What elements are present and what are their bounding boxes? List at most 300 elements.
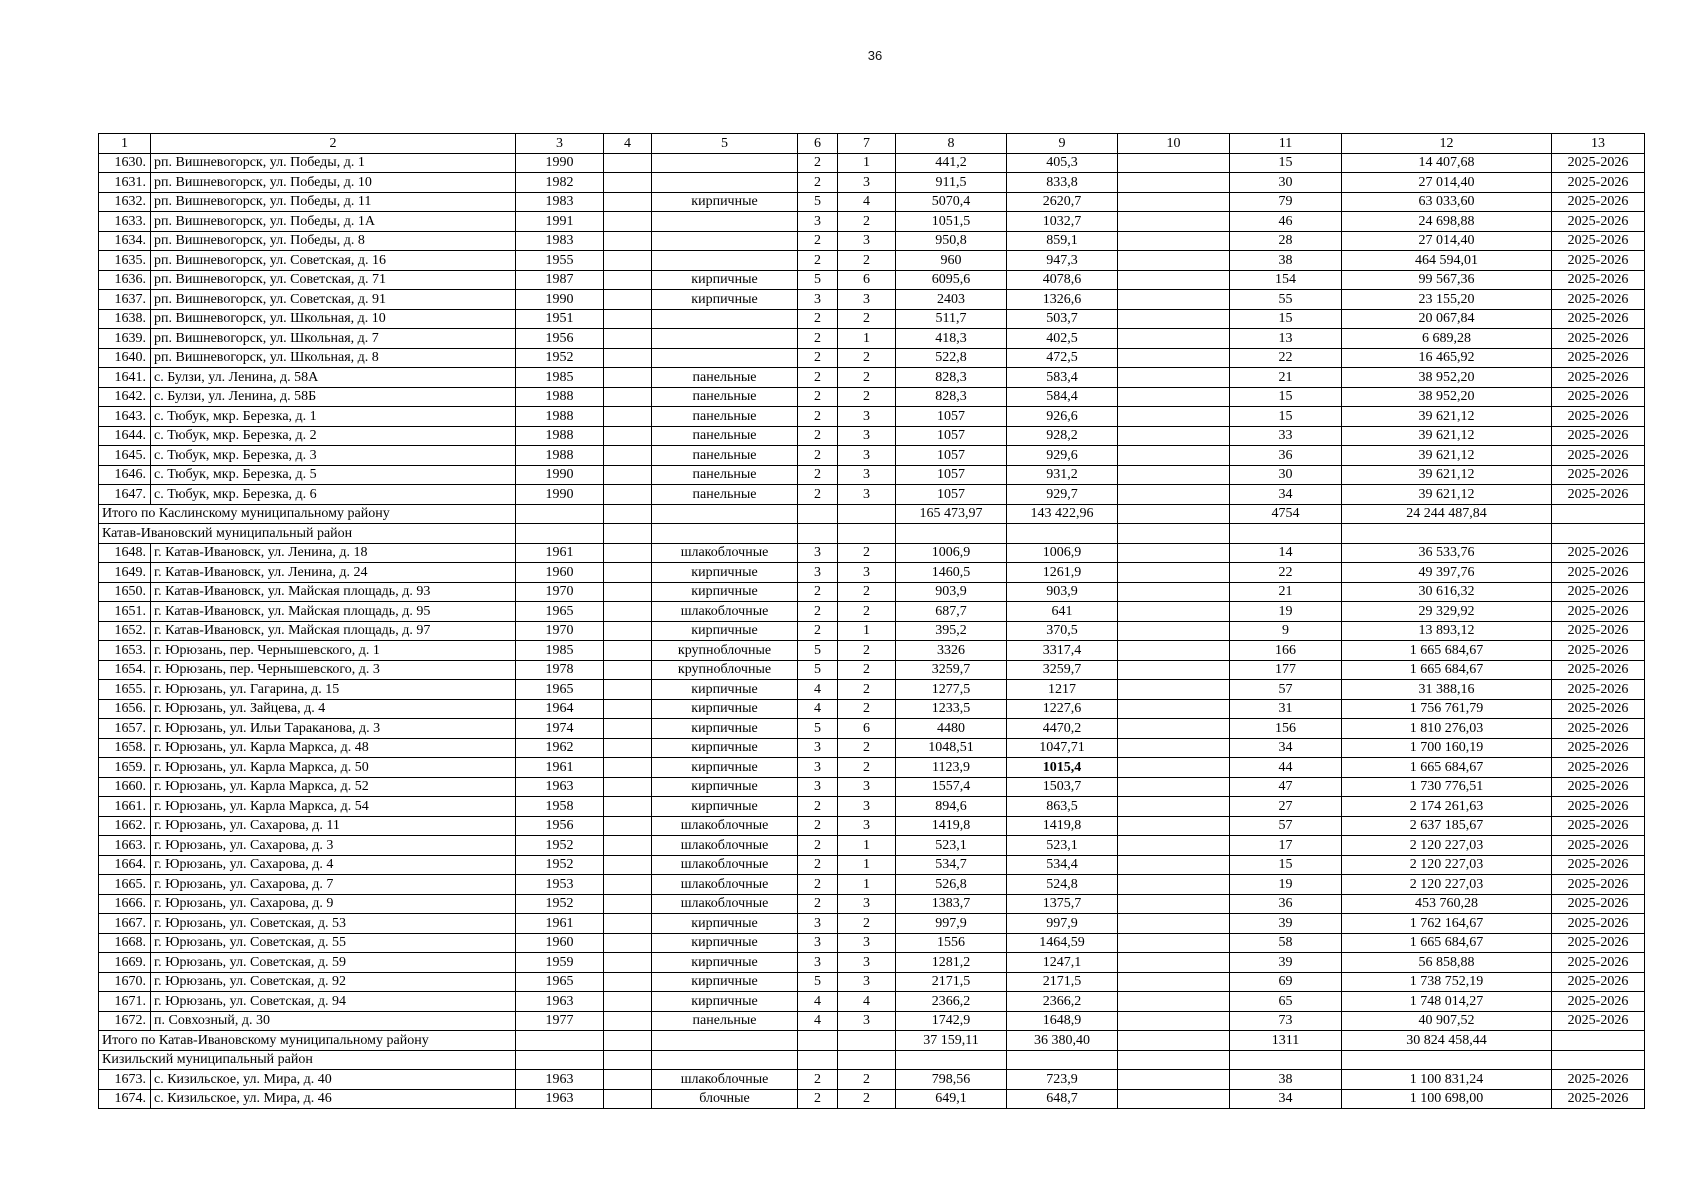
area-total-cell: 1556 [896, 933, 1007, 953]
empty-cell [604, 1050, 652, 1070]
year-cell: 1978 [516, 660, 604, 680]
empty-cell [1552, 524, 1645, 544]
year-cell: 1962 [516, 738, 604, 758]
empty-cell [1552, 504, 1645, 524]
area-total-cell: 526,8 [896, 875, 1007, 895]
floors-cell: 2 [798, 231, 838, 251]
address-cell: г. Юрюзань, ул. Карла Маркса, д. 50 [151, 758, 516, 778]
table-row [99, 446, 1645, 466]
total-residents: 1311 [1230, 1031, 1342, 1051]
period-cell: 2025-2026 [1552, 602, 1645, 622]
empty-cell [604, 836, 652, 856]
empty-cell [604, 173, 652, 193]
area-total-cell: 523,1 [896, 836, 1007, 856]
cost-cell: 1 100 831,24 [1342, 1070, 1552, 1090]
empty-cell [604, 446, 652, 466]
period-cell: 2025-2026 [1552, 407, 1645, 427]
floors-cell: 3 [798, 212, 838, 232]
empty-cell [1118, 1050, 1230, 1070]
floors-cell: 5 [798, 719, 838, 739]
empty-cell [652, 524, 798, 544]
table-row [99, 582, 1645, 602]
table-row [99, 1011, 1645, 1031]
year-cell: 1955 [516, 251, 604, 271]
year-cell: 1970 [516, 582, 604, 602]
empty-cell [1118, 933, 1230, 953]
row-number: 1664. [99, 855, 151, 875]
material-cell: кирпичные [652, 797, 798, 817]
column-header: 8 [896, 134, 1007, 154]
cost-cell: 2 637 185,67 [1342, 816, 1552, 836]
entrances-cell: 3 [838, 426, 896, 446]
empty-cell [604, 231, 652, 251]
entrances-cell: 2 [838, 387, 896, 407]
material-cell [652, 251, 798, 271]
table-row [99, 329, 1645, 349]
empty-cell [1118, 602, 1230, 622]
entrances-cell: 1 [838, 153, 896, 173]
area-living-cell: 1015,4 [1007, 758, 1118, 778]
empty-cell [1118, 894, 1230, 914]
residents-cell: 34 [1230, 738, 1342, 758]
cost-cell: 39 621,12 [1342, 485, 1552, 505]
period-cell: 2025-2026 [1552, 719, 1645, 739]
empty-cell [604, 290, 652, 310]
empty-cell [604, 387, 652, 407]
row-number: 1674. [99, 1089, 151, 1109]
area-living-cell: 903,9 [1007, 582, 1118, 602]
material-cell: кирпичные [652, 699, 798, 719]
area-living-cell: 833,8 [1007, 173, 1118, 193]
empty-cell [1118, 680, 1230, 700]
empty-cell [798, 1031, 838, 1051]
residents-cell: 39 [1230, 914, 1342, 934]
table-row [99, 368, 1645, 388]
floors-cell: 2 [798, 465, 838, 485]
area-total-cell: 1057 [896, 426, 1007, 446]
year-cell: 1963 [516, 992, 604, 1012]
year-cell: 1987 [516, 270, 604, 290]
residents-cell: 19 [1230, 875, 1342, 895]
area-total-cell: 2171,5 [896, 972, 1007, 992]
table-row [99, 563, 1645, 583]
area-living-cell: 524,8 [1007, 875, 1118, 895]
residents-cell: 22 [1230, 563, 1342, 583]
empty-cell [604, 582, 652, 602]
table-row [99, 660, 1645, 680]
residents-cell: 21 [1230, 582, 1342, 602]
empty-cell [604, 485, 652, 505]
cost-cell: 1 738 752,19 [1342, 972, 1552, 992]
area-living-cell: 863,5 [1007, 797, 1118, 817]
table-row [99, 972, 1645, 992]
residents-cell: 33 [1230, 426, 1342, 446]
total-cost: 30 824 458,44 [1342, 1031, 1552, 1051]
cost-cell: 39 621,12 [1342, 465, 1552, 485]
empty-cell [1118, 524, 1230, 544]
empty-cell [1118, 816, 1230, 836]
material-cell: шлакоблочные [652, 816, 798, 836]
table-row [99, 758, 1645, 778]
residents-cell: 31 [1230, 699, 1342, 719]
address-cell: г. Юрюзань, пер. Чернышевского, д. 1 [151, 641, 516, 661]
empty-cell [838, 504, 896, 524]
cost-cell: 1 100 698,00 [1342, 1089, 1552, 1109]
address-cell: г. Юрюзань, ул. Карла Маркса, д. 48 [151, 738, 516, 758]
period-cell: 2025-2026 [1552, 173, 1645, 193]
area-living-cell: 2366,2 [1007, 992, 1118, 1012]
table-row [99, 621, 1645, 641]
residents-cell: 36 [1230, 894, 1342, 914]
area-living-cell: 405,3 [1007, 153, 1118, 173]
floors-cell: 2 [798, 797, 838, 817]
empty-cell [604, 329, 652, 349]
row-number: 1667. [99, 914, 151, 934]
area-total-cell: 1057 [896, 485, 1007, 505]
residents-cell: 166 [1230, 641, 1342, 661]
empty-cell [604, 368, 652, 388]
residents-cell: 57 [1230, 680, 1342, 700]
empty-cell [1118, 855, 1230, 875]
entrances-cell: 2 [838, 251, 896, 271]
year-cell: 1961 [516, 914, 604, 934]
row-number: 1660. [99, 777, 151, 797]
entrances-cell: 3 [838, 1011, 896, 1031]
empty-cell [1118, 251, 1230, 271]
residents-cell: 34 [1230, 1089, 1342, 1109]
row-number: 1668. [99, 933, 151, 953]
entrances-cell: 2 [838, 660, 896, 680]
area-living-cell: 1217 [1007, 680, 1118, 700]
area-total-cell: 5070,4 [896, 192, 1007, 212]
entrances-cell: 1 [838, 855, 896, 875]
period-cell: 2025-2026 [1552, 270, 1645, 290]
floors-cell: 2 [798, 875, 838, 895]
floors-cell: 2 [798, 485, 838, 505]
cost-cell: 31 388,16 [1342, 680, 1552, 700]
table-row [99, 348, 1645, 368]
period-cell: 2025-2026 [1552, 348, 1645, 368]
empty-cell [604, 894, 652, 914]
period-cell: 2025-2026 [1552, 582, 1645, 602]
empty-cell [604, 621, 652, 641]
floors-cell: 2 [798, 894, 838, 914]
year-cell: 1956 [516, 816, 604, 836]
residents-cell: 30 [1230, 465, 1342, 485]
year-cell: 1990 [516, 465, 604, 485]
area-living-cell: 723,9 [1007, 1070, 1118, 1090]
empty-cell [838, 1050, 896, 1070]
row-number: 1670. [99, 972, 151, 992]
period-cell: 2025-2026 [1552, 485, 1645, 505]
floors-cell: 2 [798, 1089, 838, 1109]
page-number: 36 [867, 48, 883, 63]
empty-cell [1118, 699, 1230, 719]
empty-cell [1118, 1031, 1230, 1051]
empty-cell [604, 680, 652, 700]
floors-cell: 2 [798, 407, 838, 427]
material-cell: панельные [652, 485, 798, 505]
area-total-cell: 534,7 [896, 855, 1007, 875]
entrances-cell: 2 [838, 680, 896, 700]
floors-cell: 4 [798, 680, 838, 700]
empty-cell [516, 1050, 604, 1070]
address-cell: рп. Вишневогорск, ул. Победы, д. 8 [151, 231, 516, 251]
period-cell: 2025-2026 [1552, 992, 1645, 1012]
entrances-cell: 1 [838, 875, 896, 895]
area-living-cell: 1503,7 [1007, 777, 1118, 797]
row-number: 1661. [99, 797, 151, 817]
table-row [99, 270, 1645, 290]
cost-cell: 6 689,28 [1342, 329, 1552, 349]
area-living-cell: 3317,4 [1007, 641, 1118, 661]
table-row [99, 602, 1645, 622]
empty-cell [604, 524, 652, 544]
period-cell: 2025-2026 [1552, 426, 1645, 446]
area-total-cell: 1057 [896, 407, 1007, 427]
cost-cell: 1 665 684,67 [1342, 933, 1552, 953]
area-total-cell: 1557,4 [896, 777, 1007, 797]
cost-cell: 24 698,88 [1342, 212, 1552, 232]
total-label: Итого по Каслинскому муниципальному району [99, 504, 516, 524]
period-cell: 2025-2026 [1552, 621, 1645, 641]
year-cell: 1952 [516, 348, 604, 368]
row-number: 1654. [99, 660, 151, 680]
entrances-cell: 3 [838, 894, 896, 914]
material-cell: кирпичные [652, 621, 798, 641]
empty-cell [798, 524, 838, 544]
row-number: 1655. [99, 680, 151, 700]
area-living-cell: 1464,59 [1007, 933, 1118, 953]
material-cell: кирпичные [652, 719, 798, 739]
year-cell: 1963 [516, 1070, 604, 1090]
cost-cell: 30 616,32 [1342, 582, 1552, 602]
empty-cell [604, 660, 652, 680]
material-cell: кирпичные [652, 933, 798, 953]
empty-cell [1118, 270, 1230, 290]
empty-cell [1118, 621, 1230, 641]
area-total-cell: 418,3 [896, 329, 1007, 349]
material-cell: кирпичные [652, 563, 798, 583]
area-living-cell: 370,5 [1007, 621, 1118, 641]
empty-cell [604, 914, 652, 934]
table-body [99, 153, 1645, 1109]
floors-cell: 5 [798, 660, 838, 680]
floors-cell: 2 [798, 1070, 838, 1090]
cost-cell: 1 762 164,67 [1342, 914, 1552, 934]
empty-cell [604, 855, 652, 875]
row-number: 1641. [99, 368, 151, 388]
address-cell: рп. Вишневогорск, ул. Советская, д. 91 [151, 290, 516, 310]
cost-cell: 39 621,12 [1342, 407, 1552, 427]
material-cell [652, 231, 798, 251]
entrances-cell: 3 [838, 933, 896, 953]
address-cell: г. Катав-Ивановск, ул. Майская площадь, д. 97 [151, 621, 516, 641]
cost-cell: 14 407,68 [1342, 153, 1552, 173]
entrances-cell: 3 [838, 797, 896, 817]
address-cell: с. Кизильское, ул. Мира, д. 46 [151, 1089, 516, 1109]
residents-cell: 38 [1230, 251, 1342, 271]
empty-cell [604, 816, 652, 836]
period-cell: 2025-2026 [1552, 953, 1645, 973]
period-cell: 2025-2026 [1552, 465, 1645, 485]
year-cell: 1963 [516, 1089, 604, 1109]
area-living-cell: 3259,7 [1007, 660, 1118, 680]
address-cell: с. Булзи, ул. Ленина, д. 58А [151, 368, 516, 388]
empty-cell [896, 524, 1007, 544]
empty-cell [604, 563, 652, 583]
cost-cell: 49 397,76 [1342, 563, 1552, 583]
floors-cell: 2 [798, 855, 838, 875]
column-header: 9 [1007, 134, 1118, 154]
year-cell: 1963 [516, 777, 604, 797]
address-cell: г. Катав-Ивановск, ул. Майская площадь, д. 93 [151, 582, 516, 602]
period-cell: 2025-2026 [1552, 797, 1645, 817]
empty-cell [1118, 719, 1230, 739]
area-total-cell: 687,7 [896, 602, 1007, 622]
address-cell: г. Юрюзань, ул. Карла Маркса, д. 52 [151, 777, 516, 797]
column-header: 12 [1342, 134, 1552, 154]
address-cell: г. Юрюзань, ул. Советская, д. 53 [151, 914, 516, 934]
empty-cell [1118, 660, 1230, 680]
area-total-cell: 1057 [896, 465, 1007, 485]
table-row [99, 1089, 1645, 1109]
year-cell: 1958 [516, 797, 604, 817]
entrances-cell: 2 [838, 699, 896, 719]
total-residents: 4754 [1230, 504, 1342, 524]
cost-cell: 1 748 014,27 [1342, 992, 1552, 1012]
year-cell: 1974 [516, 719, 604, 739]
cost-cell: 1 756 761,79 [1342, 699, 1552, 719]
address-cell: рп. Вишневогорск, ул. Школьная, д. 7 [151, 329, 516, 349]
area-total-cell: 894,6 [896, 797, 1007, 817]
period-cell: 2025-2026 [1552, 894, 1645, 914]
table-row [99, 699, 1645, 719]
floors-cell: 3 [798, 563, 838, 583]
area-total-cell: 4480 [896, 719, 1007, 739]
area-living-cell: 1032,7 [1007, 212, 1118, 232]
column-header: 1 [99, 134, 151, 154]
area-living-cell: 2620,7 [1007, 192, 1118, 212]
empty-cell [1118, 173, 1230, 193]
row-number: 1649. [99, 563, 151, 583]
row-number: 1632. [99, 192, 151, 212]
empty-cell [1118, 368, 1230, 388]
address-cell: г. Юрюзань, ул. Ильи Тараканова, д. 3 [151, 719, 516, 739]
empty-cell [516, 1031, 604, 1051]
address-cell: с. Тюбук, мкр. Березка, д. 1 [151, 407, 516, 427]
address-cell: г. Юрюзань, ул. Гагарина, д. 15 [151, 680, 516, 700]
area-total-cell: 1123,9 [896, 758, 1007, 778]
row-number: 1636. [99, 270, 151, 290]
cost-cell: 16 465,92 [1342, 348, 1552, 368]
residents-cell: 15 [1230, 309, 1342, 329]
area-living-cell: 4078,6 [1007, 270, 1118, 290]
year-cell: 1953 [516, 875, 604, 895]
section-label: Кизильский муниципальный район [99, 1050, 516, 1070]
year-cell: 1961 [516, 543, 604, 563]
table-row [99, 1070, 1645, 1090]
entrances-cell: 2 [838, 543, 896, 563]
row-number: 1643. [99, 407, 151, 427]
column-header: 2 [151, 134, 516, 154]
address-cell: г. Юрюзань, ул. Карла Маркса, д. 54 [151, 797, 516, 817]
empty-cell [604, 738, 652, 758]
housing-table [98, 133, 1645, 1109]
entrances-cell: 4 [838, 192, 896, 212]
empty-cell [1118, 192, 1230, 212]
empty-cell [1230, 1050, 1342, 1070]
material-cell [652, 309, 798, 329]
column-header: 7 [838, 134, 896, 154]
column-header: 4 [604, 134, 652, 154]
area-living-cell: 1006,9 [1007, 543, 1118, 563]
area-total-cell: 960 [896, 251, 1007, 271]
residents-cell: 156 [1230, 719, 1342, 739]
area-total-cell: 1051,5 [896, 212, 1007, 232]
floors-cell: 2 [798, 816, 838, 836]
material-cell: крупноблочные [652, 641, 798, 661]
empty-cell [604, 426, 652, 446]
empty-cell [1118, 992, 1230, 1012]
table-row [99, 231, 1645, 251]
cost-cell: 20 067,84 [1342, 309, 1552, 329]
cost-cell: 39 621,12 [1342, 426, 1552, 446]
period-cell: 2025-2026 [1552, 699, 1645, 719]
total-area-living: 143 422,96 [1007, 504, 1118, 524]
residents-cell: 28 [1230, 231, 1342, 251]
address-cell: с. Тюбук, мкр. Березка, д. 2 [151, 426, 516, 446]
area-total-cell: 1460,5 [896, 563, 1007, 583]
address-cell: с. Тюбук, мкр. Березка, д. 6 [151, 485, 516, 505]
area-total-cell: 1281,2 [896, 953, 1007, 973]
period-cell: 2025-2026 [1552, 680, 1645, 700]
material-cell: кирпичные [652, 992, 798, 1012]
area-total-cell: 441,2 [896, 153, 1007, 173]
row-number: 1634. [99, 231, 151, 251]
residents-cell: 15 [1230, 855, 1342, 875]
year-cell: 1956 [516, 329, 604, 349]
table-row [99, 173, 1645, 193]
cost-cell: 1 665 684,67 [1342, 758, 1552, 778]
residents-cell: 14 [1230, 543, 1342, 563]
residents-cell: 9 [1230, 621, 1342, 641]
table-row [99, 738, 1645, 758]
year-cell: 1985 [516, 641, 604, 661]
residents-cell: 17 [1230, 836, 1342, 856]
floors-cell: 4 [798, 699, 838, 719]
floors-cell: 3 [798, 914, 838, 934]
year-cell: 1990 [516, 290, 604, 310]
year-cell: 1988 [516, 407, 604, 427]
table-row [99, 992, 1645, 1012]
area-total-cell: 828,3 [896, 368, 1007, 388]
area-living-cell: 472,5 [1007, 348, 1118, 368]
period-cell: 2025-2026 [1552, 387, 1645, 407]
column-header: 11 [1230, 134, 1342, 154]
row-number: 1672. [99, 1011, 151, 1031]
address-cell: г. Юрюзань, пер. Чернышевского, д. 3 [151, 660, 516, 680]
floors-cell: 2 [798, 153, 838, 173]
row-number: 1651. [99, 602, 151, 622]
year-cell: 1960 [516, 933, 604, 953]
entrances-cell: 3 [838, 816, 896, 836]
material-cell [652, 329, 798, 349]
empty-cell [1230, 524, 1342, 544]
table-row [99, 465, 1645, 485]
floors-cell: 3 [798, 543, 838, 563]
floors-cell: 2 [798, 309, 838, 329]
